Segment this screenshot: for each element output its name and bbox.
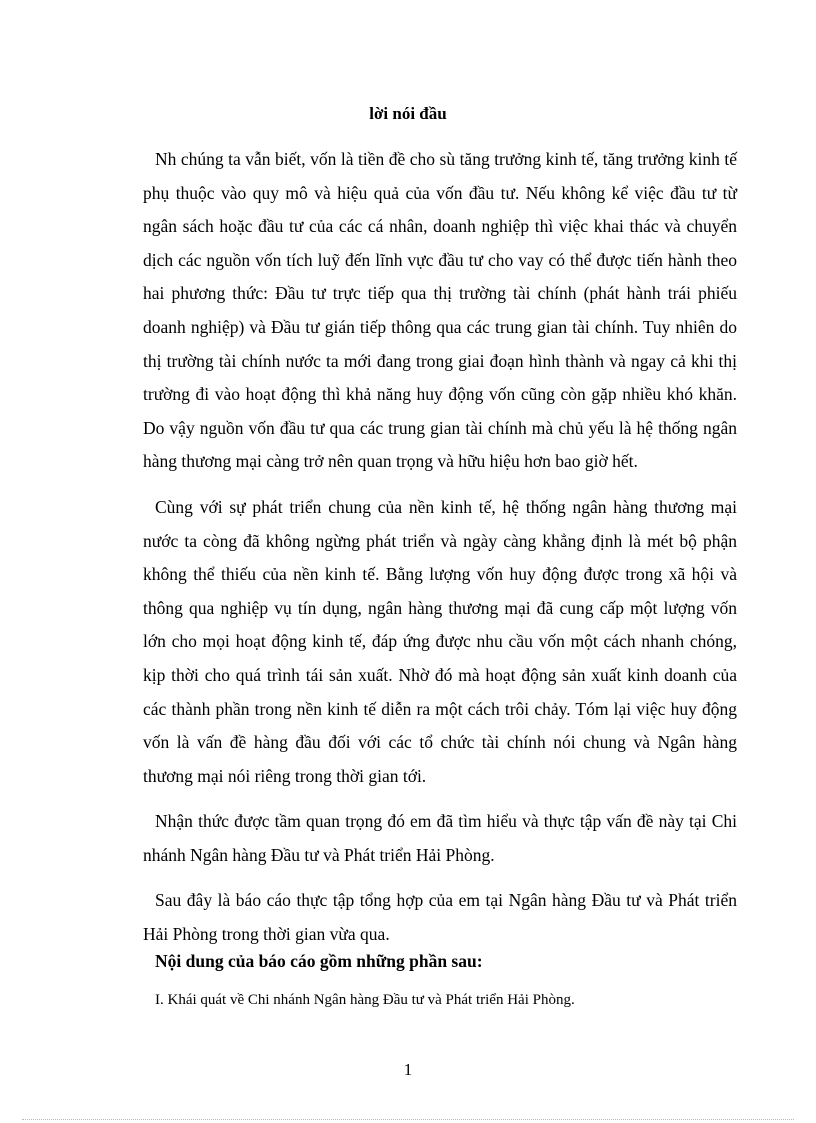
paragraph-4: Sau đây là báo cáo thực tập tổng hợp của em tại Ngân hàng Đầu tư và Phát triển Hải Phòng trong thời gian vừa qua. — [143, 890, 737, 945]
page-number: 1 — [403, 1060, 413, 1079]
document-title: lời nói đầu — [369, 104, 447, 123]
paragraph-1: Nh chúng ta vẫn biết, vốn là tiền đề cho sù tăng trưởng kinh tế, tăng trưởng kinh tế phụ thuộc vào quy mô và hiệu quả của vốn đầu tư. Nếu không kể việc đầu tư từ ngân sách hoặc đầu tư của các cá nhân, doanh nghiệp thì việc khai thác và chuyển dịch các nguồn vốn tích luỹ đến lĩnh vực đầu tư cho vay có thể được tiến hành theo hai phương thức: Đầu tư trực tiếp qua thị trường tài chính (phát hành trái phiếu doanh nghiệp) và Đầu tư gián tiếp thông qua các trung gian tài chính. Tuy nhiên do thị trường tài chính nước ta mới đang trong giai đoạn hình thành và ngay cả khi thị trường đi vào hoạt động thì khả năng huy động vốn cũng còn gặp nhiều khó khăn. Do vậy nguồn vốn đầu tư qua các trung gian tài chính mà chủ yếu là hệ thống ngân hàng thương mại càng trở nên quan trọng và hữu hiệu hơn bao giờ hết. — [143, 149, 737, 472]
body-text — [143, 143, 737, 964]
page-footer-divider — [22, 1119, 794, 1120]
paragraph-3: Nhận thức được tầm quan trọng đó em đã tìm hiểu và thực tập vấn đề này tại Chi nhánh Ngân hàng Đầu tư và Phát triển Hải Phòng. — [143, 811, 737, 865]
paragraph-2: Cùng với sự phát triển chung của nền kinh tế, hệ thống ngân hàng thương mại nước ta còng đã không ngừng phát triển và ngày càng khẳng định là mét bộ phận không thể thiếu của nền kinh tế. Bằng lượng vốn huy động được trong xã hội và thông qua nghiệp vụ tín dụng, ngân hàng thương mại đã cung cấp một lượng vốn lớn cho mọi hoạt động kinh tế, đáp ứng được nhu cầu vốn một cách nhanh chóng, kịp thời cho quá trình tái sản xuất. Nhờ đó mà hoạt động sản xuất kinh doanh của các thành phần trong nền kinh tế diễn ra một cách trôi chảy. Tóm lại việc huy động vốn là vấn đề hàng đầu đối với các tổ chức tài chính nói chung và Ngân hàng thương mại nói riêng trong thời gian tới. — [143, 496, 737, 786]
section-heading: Nội dung của báo cáo gồm những phần sau: — [155, 951, 483, 971]
list-item-1: I. Khái quát về Chi nhánh Ngân hàng Đầu tư và Phát triển Hải Phòng. — [155, 992, 575, 1008]
